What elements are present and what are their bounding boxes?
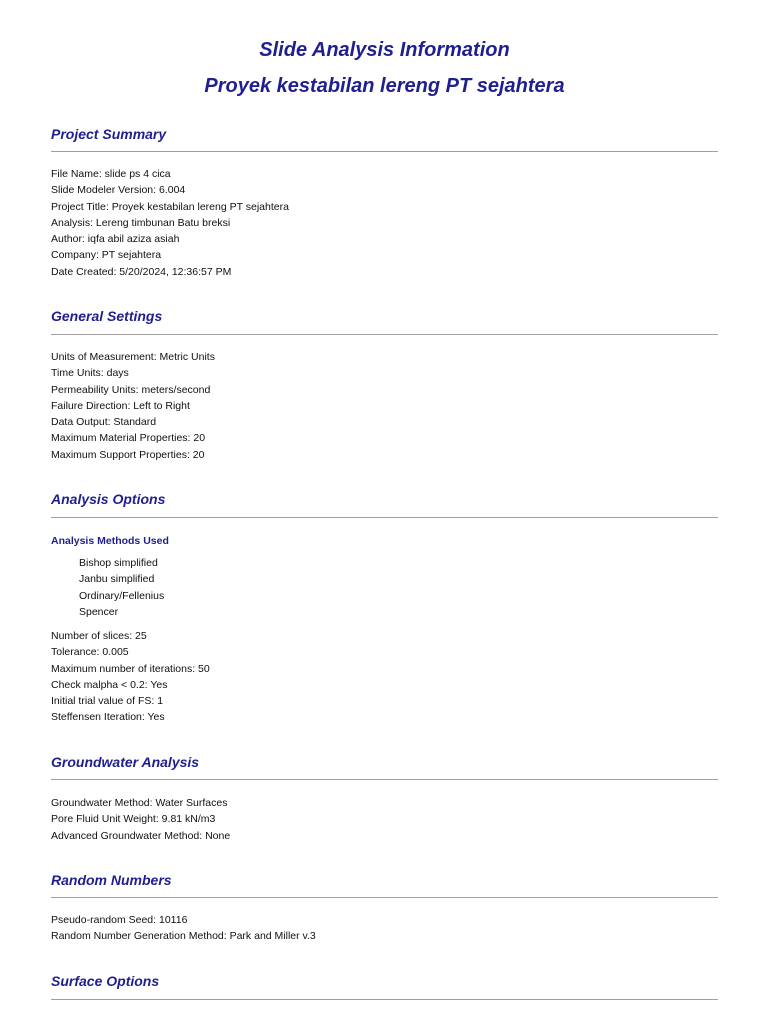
list-item: Author: iqfa abil aziza asiah [51,233,180,246]
list-item: Data Output: Standard [51,416,157,429]
section-divider [51,897,718,898]
section-divider [51,779,718,780]
list-item: Random Number Generation Method: Park and Miller v.3 [51,930,316,943]
list-item: Analysis: Lereng timbunan Batu breksi [51,216,231,229]
surface-options-heading: Surface Options [51,973,160,989]
analysis-methods-heading: Analysis Methods Used [51,535,169,547]
list-item: Ordinary/Fellenius [79,589,165,602]
list-item: Janbu simplified [79,573,155,586]
document-subtitle: Proyek kestabilan lereng PT sejahtera [204,75,565,97]
project-summary-heading-block [51,125,718,143]
list-item: Time Units: days [51,367,129,380]
list-item: File Name: slide ps 4 cica [51,168,171,180]
section-divider [51,517,718,518]
list-item: Units of Measurement: Metric Units [51,351,215,363]
groundwater-analysis-list [51,795,230,844]
list-item: Steffensen Iteration: Yes [51,711,165,724]
list-item: Company: PT sejahtera [51,249,162,262]
analysis-options-heading: Analysis Options [51,491,166,507]
analysis-options-list [51,628,210,726]
list-item: Check malpha < 0.2: Yes [51,678,168,691]
list-item: Number of slices: 25 [51,630,147,642]
list-item: Failure Direction: Left to Right [51,399,190,412]
list-item: Pseudo-random Seed: 10116 [51,914,188,926]
random-numbers-heading: Random Numbers [51,872,172,888]
general-settings-list [51,349,215,463]
section-divider [51,334,718,335]
analysis-options-heading-block [51,490,718,508]
list-item: Groundwater Method: Water Surfaces [51,797,228,809]
list-item: Pore Fluid Unit Weight: 9.81 kN/m3 [51,813,216,826]
list-item: Maximum number of iterations: 50 [51,662,210,675]
random-numbers-list [51,912,316,945]
list-item: Maximum Material Properties: 20 [51,432,206,445]
project-summary-heading: Project Summary [51,126,167,142]
random-numbers-heading-block [51,871,718,889]
list-item: Date Created: 5/20/2024, 12:36:57 PM [51,265,232,278]
list-item: Project Title: Proyek kestabilan lereng PT sejahtera [51,200,289,213]
groundwater-analysis-heading: Groundwater Analysis [51,754,200,770]
general-settings-heading-block [51,307,718,325]
list-item: Tolerance: 0.005 [51,646,129,659]
list-item: Advanced Groundwater Method: None [51,829,231,842]
project-summary-list [51,166,289,280]
list-item: Permeability Units: meters/second [51,383,211,396]
document-title: Slide Analysis Information [259,39,510,61]
analysis-methods-list [79,555,164,620]
list-item: Bishop simplified [79,557,158,569]
surface-options-heading-block [51,972,718,990]
list-item: Slide Modeler Version: 6.004 [51,184,186,197]
groundwater-analysis-heading-block [51,753,718,771]
section-divider [51,999,718,1000]
list-item: Maximum Support Properties: 20 [51,448,205,461]
general-settings-heading: General Settings [51,308,163,324]
section-divider [51,151,718,152]
list-item: Spencer [79,605,119,618]
list-item: Initial trial value of FS: 1 [51,695,164,708]
